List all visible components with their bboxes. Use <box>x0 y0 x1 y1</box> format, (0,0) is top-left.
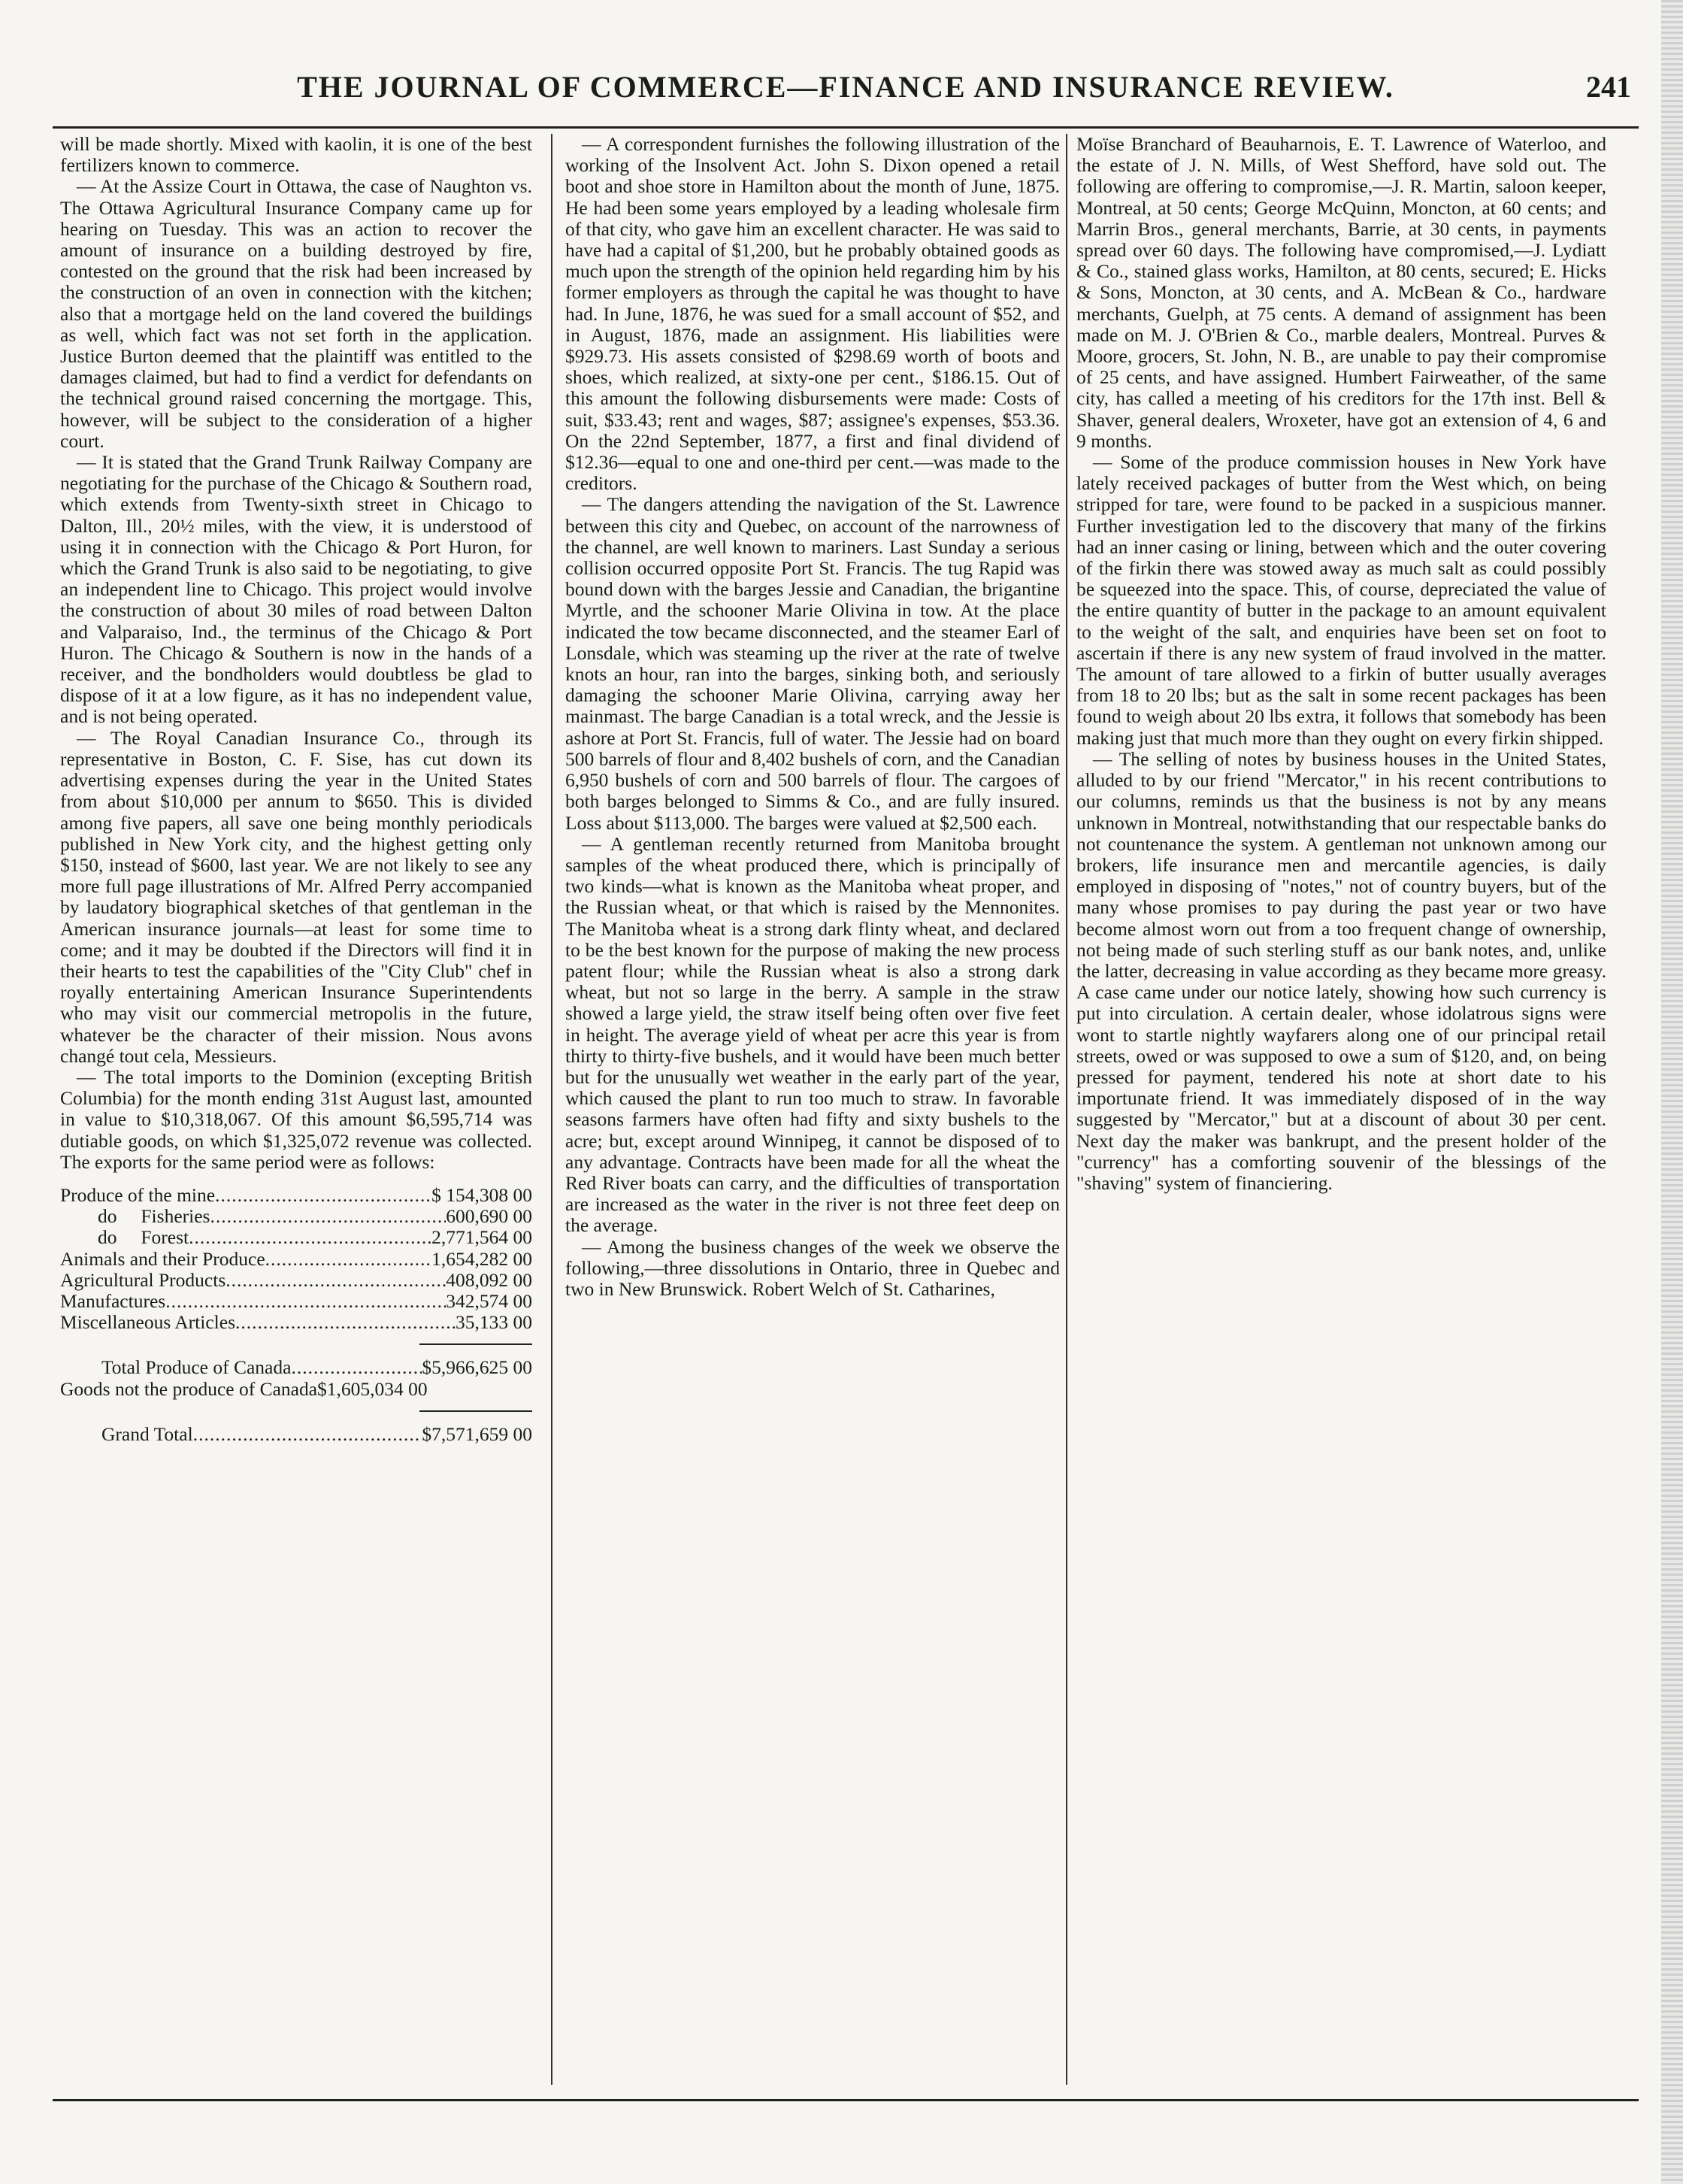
table-row <box>60 1291 532 1312</box>
column-3 <box>1076 134 1606 2104</box>
row-value: 408,092 00 <box>446 1268 532 1291</box>
leader-dots <box>235 1312 456 1333</box>
column-rule <box>1066 134 1067 2085</box>
row-value: $ 154,308 00 <box>431 1183 532 1206</box>
article-paragraph: — The selling of notes by business houses in the United States, alluded to by our friend "Mercator," in his recent contributions to our columns, reminds us that the business is not by any means unknown in Montreal, notwithstanding that our respectable banks do not countenance the system. A gentleman not unknown among our brokers, life insurance men and mercantile agencies, is daily employed in disposing of "notes," not of country buyers, but of the many whose promises to pay during the past year or two have become almost worn out from a too frequent change of ownership, not being made of such sterling stuff as our bank notes, and, unlike the latter, decreasing in value according as they became more greasy. A case came under our notice lately, showing how such currency is put into circulation. A certain dealer, whose idolatrous signs were wont to startle nightly wayfarers along one of our principal retail streets, owed or was supposed to owe a sum of $120, and, on being pressed for payment, tendered his note at short date to his importunate friend. It was immediately disposed of in the way suggested by "Mercator," but at a discount of about 30 per cent. Next day the maker was bankrupt, and the present holder of the "currency" has a comforting souvenir of the blessings of the "shaving" system of financiering. <box>1076 747 1606 1194</box>
table-row <box>60 1227 532 1248</box>
leader-dots <box>215 1185 431 1206</box>
table-row <box>60 1206 532 1227</box>
row-value: $5,966,625 00 <box>422 1356 532 1379</box>
table-row-total <box>60 1357 532 1378</box>
article-paragraph: — The total imports to the Dominion (excepting British Columbia) for the month ending 31st August last, amounted in value to $10,318,067. Of this amount $6,595,714 was dutiable goods, on which $1,325,072 revenue was collected. The exports for the same period were as follows: <box>60 1065 532 1173</box>
leader-dots <box>291 1357 422 1378</box>
row-value: 2,771,564 00 <box>431 1226 532 1249</box>
column-2 <box>565 134 1060 2104</box>
row-label: Total Produce of Canada <box>101 1356 292 1379</box>
row-label: do Forest <box>98 1226 189 1249</box>
row-label: Agricultural Products <box>60 1268 226 1291</box>
column-rule <box>551 134 552 2085</box>
article-paragraph: — Among the business changes of the week we observe the following,—three dissolutions in Ontario, three in Quebec and two in New Brunswick. Robert Welch of St. Catharines, <box>565 1235 1060 1300</box>
row-label: do Fisheries <box>98 1205 210 1228</box>
running-title: THE JOURNAL OF COMMERCE—FINANCE AND INSURANCE REVIEW. <box>297 70 1394 104</box>
row-value: 600,690 00 <box>446 1205 532 1228</box>
article-paragraph: — At the Assize Court in Ottawa, the case of Naughton vs. The Ottawa Agricultural Insurance Company came up for hearing on Tuesday. This was an action to recover the amount of insurance on a building destroyed by fire, contested on the ground that the risk had been increased by the construction of an oven in connection with the kitchen; also that a mortgage held on the land covered the buildings as well, which fact was not set forth in the application. Justice Burton deemed that the plaintiff was entitled to the damages claimed, but had to find a verdict for defendants on the technical ground raised concerning the mortgage. This, however, will be subject to the consideration of a higher court. <box>60 175 532 452</box>
article-paragraph: Moïse Branchard of Beauharnois, E. T. Lawrence of Waterloo, and the estate of J. N. Mills, of West Shefford, have sold out. The following are offering to compromise,—J. R. Martin, saloon keeper, Montreal, at 50 cents; George McQuinn, Moncton, at 60 cents; and Marrin Bros., general merchants, Barrie, at 30 cents, in payments spread over 60 days. The following have compromised,—J. Lydiatt & Co., stained glass works, Hamilton, at 80 cents, secured; E. Hicks & Sons, Moncton, at 30 cents, and A. McBean & Co., hardware merchants, Guelph, at 75 cents. A demand of assignment has been made on M. J. O'Brien & Co., marble dealers, Montreal. Purves & Moore, grocers, St. John, N. B., are unable to pay their compromise of 25 cents, and have assigned. Humbert Fairweather, of the same city, has called a meeting of his creditors for the 17th inst. Bell & Shaver, general dealers, Wroxeter, have got an extension of 4, 6 and 9 months. <box>1076 134 1606 452</box>
leader-dots <box>193 1424 422 1445</box>
table-row <box>60 1270 532 1291</box>
leader-dots <box>265 1249 431 1270</box>
row-value: 35,133 00 <box>456 1311 532 1334</box>
row-value: 342,574 00 <box>446 1289 532 1312</box>
page-number: 241 <box>1586 70 1631 104</box>
bottom-rule <box>53 2099 1639 2101</box>
row-label: Goods not the produce of Canada <box>60 1377 318 1400</box>
leader-dots <box>226 1270 446 1291</box>
article-paragraph: — The dangers attending the navigation of the St. Lawrence between this city and Quebec, on account of the narrowness of the channel, are well known to mariners. Last Sunday a serious collision occurred opposite Port St. Francis. The tug Rapid was bound down with the barges Jessie and Canadian, the brigantine Myrtle, and the schooner Marie Olivina in tow. At the place indicated the tow became disconnected, and the steamer Earl of Lonsdale, which was steaming up the river at the rate of twelve knots an hour, ran into the barges, sinking both, and seriously damaging the schooner Marie Olivina, carrying away her mainmast. The barge Canadian is a total wreck, and the Jessie is ashore at Port St. Francis, full of water. The Jessie had on board 500 barrels of flour and 8,402 bushels of corn, and the Canadian 6,950 bushels of corn and 500 barrels of flour. The cargoes of both barges belonged to Simms & Co., and are fully insured. Loss about $113,000. The barges were valued at $2,500 each. <box>565 493 1060 834</box>
row-label: Manufactures <box>60 1289 166 1312</box>
table-row <box>60 1379 532 1400</box>
table-row-grand-total <box>60 1424 532 1445</box>
row-value: $1,605,034 00 <box>317 1377 428 1400</box>
page-header <box>45 69 1646 114</box>
article-paragraph: — The Royal Canadian Insurance Co., through its representative in Boston, C. F. Sise, has cut down its advertising expenses during the year in the United States from about $10,000 per annum to $650. This is divided among five papers, all save one being monthly periodicals published in New York city, and the highest getting only $150, instead of $600, last year. We are not likely to see any more full page illustrations of Mr. Alfred Perry accompanied by laudatory biographical sketches of that gentleman in the American insurance journals—at least for some time to come; and it may be doubted if the Directors will find it in their hearts to test the capabilities of the "City Club" chef in royally entertaining American Insurance Superintendents who may visit our commercial metropolis in the future, whatever be the character of their mission. Nous avons changé tout cela, Messieurs. <box>60 726 532 1067</box>
exports-table <box>60 1185 532 1445</box>
table-row <box>60 1249 532 1270</box>
leader-dots <box>165 1291 446 1312</box>
row-label: Animals and their Produce <box>60 1247 265 1270</box>
article-paragraph: — It is stated that the Grand Trunk Railway Company are negotiating for the purchase of the Chicago & Southern road, which extends from Twenty-sixth street in Chicago to Dalton, Ill., 20½ miles, with the view, it is understood of using it in connection with the Chicago & Port Huron, for which the Grand Trunk is also said to be negotiating, to give an independent line to Chicago. This project would involve the construction of about 30 miles of road between Dalton and Valparaiso, Ind., the terminus of the Chicago & Port Huron. The Chicago & Southern is now in the hands of a receiver, and the bondholders would doubtless be glad to dispose of it at a low figure, as it has no independent value, and is not being operated. <box>60 451 532 728</box>
row-label: Miscellaneous Articles <box>60 1311 235 1334</box>
sum-rule <box>419 1343 532 1345</box>
sum-rule <box>419 1410 532 1412</box>
row-value: 1,654,282 00 <box>431 1247 532 1270</box>
header-rule <box>53 126 1639 129</box>
article-paragraph: — A correspondent furnishes the following illustration of the working of the Insolvent Act. John S. Dixon opened a retail boot and shoe store in Hamilton about the month of June, 1875. He had been some years employed by a leading wholesale firm of that city, who gave him an excellent character. He was said to have had a capital of $1,200, but he probably obtained goods as much upon the strength of the opinion held regarding him by his former employers as through the capital he was thought to have had. In June, 1876, he was sued for a small account of $52, and in August, 1876, made an assignment. His liabilities were $929.73. His assets consisted of $298.69 worth of boots and shoes, which realized, at sixty-one per cent., $186.15. Out of this amount the following disbursements were made: Costs of suit, $33.43; rent and wages, $87; assignee's expenses, $53.36. On the 22nd September, 1877, a first and final dividend of $12.36—equal to one and one-third per cent.—was made to the creditors. <box>565 134 1060 495</box>
table-row <box>60 1312 532 1333</box>
article-paragraph: will be made shortly. Mixed with kaolin, it is one of the best fertilizers known to commerce. <box>60 134 532 177</box>
column-1 <box>60 134 532 2104</box>
scanned-page-edge <box>1661 0 1683 2184</box>
article-paragraph: — A gentleman recently returned from Manitoba brought samples of the wheat produced there, which is principally of two kinds—what is known as the Manitoba wheat proper, and the Russian wheat, or that which is raised by the Mennonites. The Manitoba wheat is a strong dark flinty wheat, and declared to be the best known for the purpose of making the new process patent flour; while the Russian wheat is also a strong dark wheat, but not so large in the berry. A sample in the straw showed a large yield, the straw itself being often over five feet in height. The average yield of wheat per acre this year is from thirty to thirty-five bushels, and it would have been much better but for the unusually wet weather in the early part of the year, which caused the plant to run too much to straw. In favorable seasons farmers have often had fifty and sixty bushels to the acre; but, except around Winnipeg, it cannot be disposed of to any advantage. Contracts have been made for all the wheat the Red River boats can carry, and the difficulties of transportation are increased as the water in the river is not three feet deep on the average. <box>565 832 1060 1237</box>
article-paragraph: — Some of the produce commission houses in New York have lately received packages of butter from the West which, on being stripped for tare, were found to be packed in a suspicious manner. Further investigation led to the discovery that many of the firkins had an inner casing or lining, between which and the outer covering of the firkin there was stowed away as much salt as could possibly be squeezed into the space. This, of course, depreciated the value of the entire quantity of butter in the package to an amount equivalent to the weight of the salt, and enquiries have been set on foot to ascertain if there is any new system of fraud involved in the matter. The amount of tare allowed to a firkin of butter usually averages from 18 to 20 lbs; but as the salt in some recent packages has been found to weigh about 20 lbs extra, it follows that somebody has been making just that much more than they ought on every firkin shipped. <box>1076 451 1606 749</box>
row-label: Produce of the mine <box>60 1183 216 1206</box>
table-row <box>60 1185 532 1206</box>
row-value: $7,571,659 00 <box>422 1422 532 1445</box>
leader-dots <box>210 1206 446 1227</box>
row-label: Grand Total <box>101 1422 193 1445</box>
leader-dots <box>189 1227 431 1248</box>
